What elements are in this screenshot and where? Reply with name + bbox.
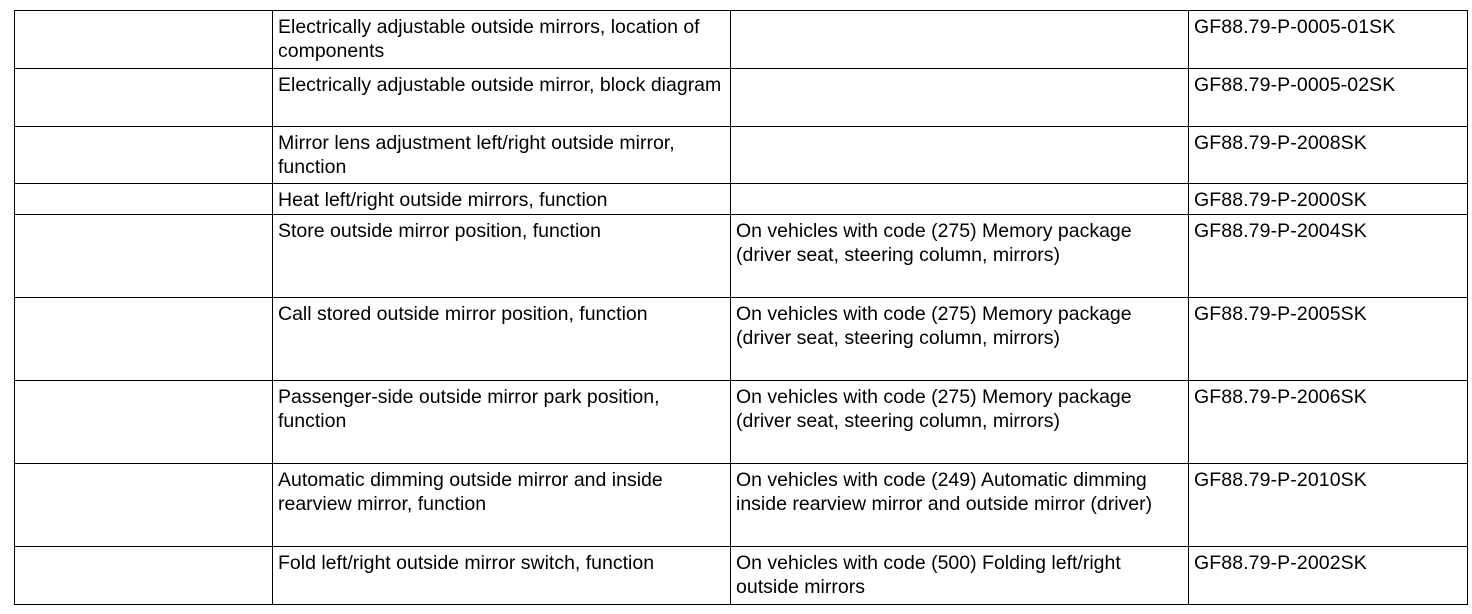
document-code-cell: GF88.79-P-0005-02SK bbox=[1189, 69, 1468, 127]
document-code-cell: GF88.79-P-2005SK bbox=[1189, 298, 1468, 381]
table-row bbox=[15, 381, 1468, 464]
condition-cell: On vehicles with code (275) Memory package (driver seat, steering column, mirrors) bbox=[731, 298, 1189, 381]
condition-cell bbox=[731, 184, 1189, 215]
document-code-cell: GF88.79-P-2006SK bbox=[1189, 381, 1468, 464]
condition-cell bbox=[731, 11, 1189, 69]
table-row bbox=[15, 127, 1468, 184]
title-cell: Passenger-side outside mirror park position, function bbox=[273, 381, 731, 464]
table-row bbox=[15, 215, 1468, 298]
title-cell: Heat left/right outside mirrors, function bbox=[273, 184, 731, 215]
table-row bbox=[15, 547, 1468, 605]
table-row bbox=[15, 464, 1468, 547]
group-cell bbox=[15, 381, 273, 464]
group-cell bbox=[15, 547, 273, 605]
document-code-cell: GF88.79-P-0005-01SK bbox=[1189, 11, 1468, 69]
condition-cell: On vehicles with code (249) Automatic dimming inside rearview mirror and outside mirror (driver) bbox=[731, 464, 1189, 547]
document-code-cell: GF88.79-P-2008SK bbox=[1189, 127, 1468, 184]
table-row bbox=[15, 298, 1468, 381]
group-cell bbox=[15, 69, 273, 127]
condition-cell bbox=[731, 127, 1189, 184]
group-cell bbox=[15, 184, 273, 215]
condition-cell: On vehicles with code (275) Memory package (driver seat, steering column, mirrors) bbox=[731, 381, 1189, 464]
title-cell: Store outside mirror position, function bbox=[273, 215, 731, 298]
group-cell bbox=[15, 464, 273, 547]
title-cell: Fold left/right outside mirror switch, function bbox=[273, 547, 731, 605]
table-row bbox=[15, 11, 1468, 69]
title-cell: Mirror lens adjustment left/right outside mirror, function bbox=[273, 127, 731, 184]
condition-cell: On vehicles with code (275) Memory package (driver seat, steering column, mirrors) bbox=[731, 215, 1189, 298]
document-table bbox=[14, 10, 1468, 605]
group-cell bbox=[15, 127, 273, 184]
condition-cell: On vehicles with code (500) Folding left/right outside mirrors bbox=[731, 547, 1189, 605]
title-cell: Automatic dimming outside mirror and inside rearview mirror, function bbox=[273, 464, 731, 547]
document-code-cell: GF88.79-P-2000SK bbox=[1189, 184, 1468, 215]
table-row bbox=[15, 184, 1468, 215]
document-code-cell: GF88.79-P-2004SK bbox=[1189, 215, 1468, 298]
group-cell bbox=[15, 298, 273, 381]
title-cell: Electrically adjustable outside mirror, block diagram bbox=[273, 69, 731, 127]
document-code-cell: GF88.79-P-2002SK bbox=[1189, 547, 1468, 605]
document-code-cell: GF88.79-P-2010SK bbox=[1189, 464, 1468, 547]
group-cell bbox=[15, 215, 273, 298]
title-cell: Call stored outside mirror position, function bbox=[273, 298, 731, 381]
condition-cell bbox=[731, 69, 1189, 127]
table-row bbox=[15, 69, 1468, 127]
group-cell bbox=[15, 11, 273, 69]
title-cell: Electrically adjustable outside mirrors, location of components bbox=[273, 11, 731, 69]
